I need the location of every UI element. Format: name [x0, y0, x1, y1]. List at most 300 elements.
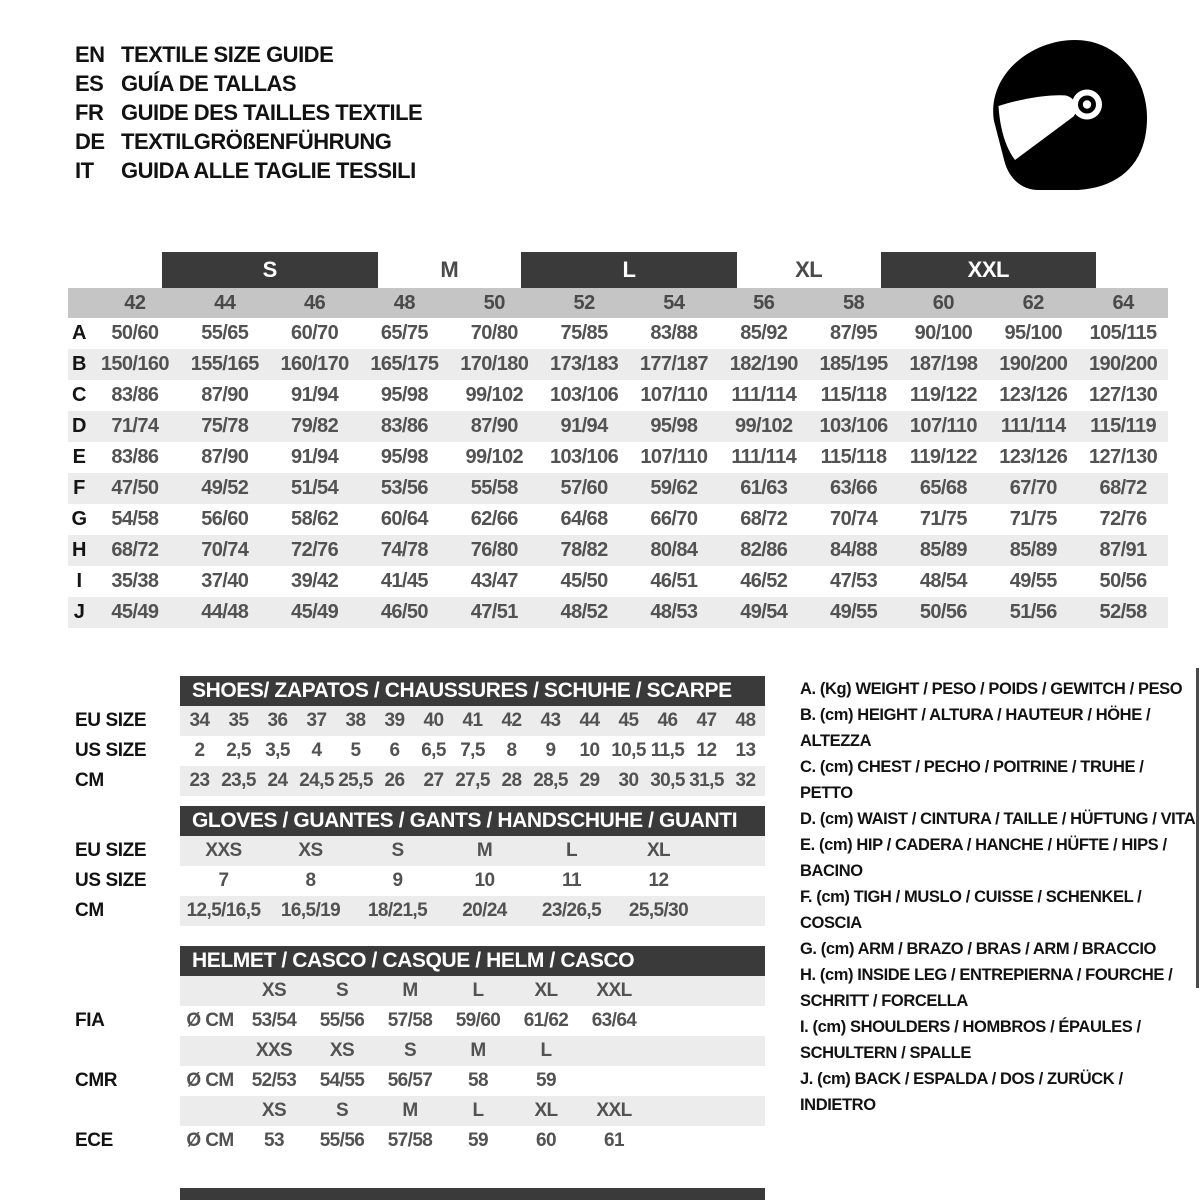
size-value: 37 — [306, 710, 327, 731]
measure-value: 103/106 — [819, 415, 888, 437]
size-value: 11,5 — [650, 740, 685, 761]
row-label-spacer — [68, 806, 180, 836]
size-value: 45 — [618, 710, 639, 731]
gloves-size-table — [68, 806, 765, 926]
measure-value: 173/183 — [550, 353, 619, 375]
measure-value: 83/86 — [111, 384, 159, 406]
helmet-size-value: 54/55 — [319, 1070, 365, 1091]
shoes-rows — [68, 706, 765, 796]
size-value: 28,5 — [533, 770, 568, 791]
size-value: 39 — [384, 710, 405, 731]
language-row — [75, 40, 422, 69]
size-row — [68, 706, 765, 736]
unit-spacer — [180, 1096, 240, 1126]
measure-value: 87/90 — [201, 446, 249, 468]
measure-value: 68/72 — [111, 539, 159, 561]
size-number-header: 42 — [124, 291, 146, 314]
measure-value: 70/74 — [201, 539, 249, 561]
size-row — [68, 836, 765, 866]
size-value: 12 — [696, 740, 717, 761]
helmet-size-value: 59/60 — [455, 1010, 501, 1031]
measure-value: 45/49 — [291, 601, 339, 623]
size-value: 10 — [474, 870, 495, 891]
language-code: IT — [75, 158, 94, 183]
helmet-size-value: 55/56 — [319, 1010, 365, 1031]
measure-value: 57/60 — [560, 477, 608, 499]
measure-value: 60/64 — [380, 508, 428, 530]
value-band — [180, 736, 765, 766]
measure-value: 46/51 — [650, 570, 698, 592]
measure-value: 43/47 — [470, 570, 518, 592]
size-value: 18/21,5 — [367, 900, 428, 921]
language-code: ES — [75, 71, 104, 96]
row-letter: H — [72, 539, 86, 561]
helmet-size-label: L — [540, 1040, 552, 1061]
measure-value: 71/74 — [111, 415, 159, 437]
helmet-size-label: XL — [534, 1100, 558, 1121]
size-value: 30,5 — [650, 770, 685, 791]
value-band — [180, 706, 765, 736]
measure-value: 44/48 — [201, 601, 249, 623]
measure-value: 95/98 — [380, 384, 428, 406]
measure-value: 190/200 — [1089, 353, 1158, 375]
measure-value: 150/160 — [100, 353, 169, 375]
shoes-table-title: SHOES/ ZAPATOS / CHAUSSURES / SCHUHE / SCARPE — [180, 676, 765, 706]
helmet-sizes-band — [180, 976, 765, 1006]
measure-value: 107/110 — [640, 446, 708, 468]
measure-value: 119/122 — [909, 384, 977, 406]
measure-value: 107/110 — [640, 384, 708, 406]
size-number-header: 44 — [214, 291, 236, 314]
helmet-size-value: 63/64 — [591, 1010, 637, 1031]
size-number-header: 64 — [1112, 291, 1134, 314]
helmet-size-label: XXL — [596, 980, 632, 1001]
size-number-header: 60 — [932, 291, 955, 314]
size-value: M — [476, 840, 493, 861]
letter-column-spacer — [68, 288, 90, 318]
size-value: 10 — [579, 740, 600, 761]
size-number-header: 54 — [663, 291, 685, 314]
measure-value: 123/126 — [999, 446, 1068, 468]
helmet-header-row — [68, 946, 765, 976]
measure-value: 75/85 — [560, 322, 608, 344]
helmet-sizes-row — [68, 976, 765, 1006]
size-row — [68, 766, 765, 796]
size-value: 46 — [657, 710, 678, 731]
measurement-rows — [68, 318, 1168, 628]
size-value: 24 — [267, 770, 288, 791]
legend-entry: I. (cm) SHOULDERS / HOMBROS / ÉPAULES / SCHULTERN / SPALLE — [800, 1018, 1141, 1062]
helmet-sizes-row — [68, 1036, 765, 1066]
size-value: 26 — [384, 770, 405, 791]
measure-value: 61/63 — [740, 477, 788, 499]
measure-value: 48/54 — [919, 570, 967, 592]
measure-value: 105/115 — [1089, 322, 1157, 344]
measure-value: 99/102 — [734, 415, 793, 437]
measure-row-B — [68, 349, 1168, 380]
measure-value: 182/190 — [729, 353, 798, 375]
row-letter: J — [73, 601, 85, 623]
size-number-header: 52 — [573, 291, 595, 314]
diameter-unit: Ø CM — [186, 1010, 234, 1031]
helmet-size-value: 59 — [536, 1070, 556, 1091]
value-band — [180, 896, 765, 926]
language-code: DE — [75, 129, 105, 154]
helmet-size-label: M — [402, 1100, 418, 1121]
measure-value: 49/55 — [830, 601, 878, 623]
measure-value: 79/82 — [291, 415, 339, 437]
measure-value: 80/84 — [650, 539, 698, 561]
helmet-size-value: 61 — [604, 1130, 624, 1151]
measure-value: 115/118 — [820, 446, 887, 468]
measure-row-A — [68, 318, 1168, 349]
size-value: 5 — [350, 740, 361, 761]
size-group-label: XL — [795, 257, 823, 282]
row-label: US SIZE — [75, 740, 147, 761]
measure-value: 47/50 — [111, 477, 159, 499]
measure-value: 123/126 — [999, 384, 1068, 406]
legend-entry: F. (cm) TIGH / MUSLO / CUISSE / SCHENKEL / COSCIA — [800, 888, 1142, 932]
measure-value: 78/82 — [560, 539, 608, 561]
page-edge-line — [1196, 668, 1199, 988]
measure-value: 85/89 — [1009, 539, 1057, 561]
measure-value: 111/114 — [731, 446, 797, 468]
measure-value: 71/75 — [1009, 508, 1057, 530]
helmet-size-label: M — [470, 1040, 486, 1061]
measure-value: 55/58 — [470, 477, 518, 499]
legend-entry: A. (Kg) WEIGHT / PESO / POIDS / GEWITCH / PESO — [800, 680, 1183, 698]
measure-value: 95/100 — [1004, 322, 1063, 344]
measure-value: 85/92 — [740, 322, 788, 344]
helmet-size-label: XS — [329, 1040, 355, 1061]
guide-title: TEXTILGRÖßENFÜHRUNG — [121, 129, 392, 154]
filler — [702, 836, 765, 866]
measure-value: 111/114 — [1000, 415, 1066, 437]
size-value: S — [391, 840, 404, 861]
shoes-size-table — [68, 676, 765, 796]
gloves-header-row — [68, 806, 765, 836]
size-value: 35 — [228, 710, 249, 731]
helmet-size-label: L — [472, 980, 484, 1001]
size-row — [68, 896, 765, 926]
size-number-header: 48 — [393, 291, 416, 314]
language-row — [75, 69, 422, 98]
size-row — [68, 736, 765, 766]
size-value: XS — [298, 840, 323, 861]
guide-title: GUIDA ALLE TAGLIE TESSILI — [121, 158, 416, 183]
size-value: 48 — [735, 710, 756, 731]
measure-value: 64/68 — [560, 508, 608, 530]
measure-value: 41/45 — [380, 570, 428, 592]
size-number-header: 56 — [753, 291, 775, 314]
filler — [702, 896, 765, 926]
gloves-table-title: GLOVES / GUANTES / GANTS / HANDSCHUHE / GUANTI — [180, 806, 765, 836]
measure-value: 119/122 — [909, 446, 977, 468]
measure-row-D — [68, 411, 1168, 442]
size-value: 3,5 — [265, 740, 290, 761]
measure-value: 165/175 — [370, 353, 439, 375]
measure-value: 170/180 — [460, 353, 529, 375]
size-value: 25,5/30 — [628, 900, 689, 921]
measure-value: 111/114 — [731, 384, 797, 406]
helmet-size-value: 53 — [264, 1130, 284, 1151]
measure-value: 99/102 — [465, 446, 524, 468]
helmet-size-label: S — [403, 1040, 417, 1061]
size-number-header: 50 — [483, 291, 505, 314]
measure-value: 83/86 — [111, 446, 159, 468]
language-row — [75, 127, 422, 156]
standard-label: FIA — [75, 1010, 105, 1031]
size-value: 2,5 — [226, 740, 251, 761]
language-row — [75, 98, 422, 127]
size-value: 34 — [189, 710, 210, 731]
row-label: CM — [75, 900, 104, 921]
legend-entry: C. (cm) CHEST / PECHO / POITRINE / TRUHE / PETTO — [800, 758, 1144, 802]
measure-value: 53/56 — [380, 477, 428, 499]
measure-value: 103/106 — [550, 446, 619, 468]
size-value: 32 — [735, 770, 756, 791]
size-value: 20/24 — [462, 900, 507, 921]
measure-value: 51/54 — [291, 477, 339, 499]
measure-value: 75/78 — [201, 415, 249, 437]
measure-value: 59/62 — [650, 477, 698, 499]
helmet-size-label: S — [335, 980, 349, 1001]
measure-row-I — [68, 566, 1168, 597]
value-band — [180, 836, 765, 866]
measure-value: 160/170 — [280, 353, 349, 375]
row-label-spacer — [68, 976, 180, 1006]
measure-value: 99/102 — [465, 384, 524, 406]
measure-value: 76/80 — [470, 539, 518, 561]
measure-value: 74/78 — [380, 539, 428, 561]
filler — [648, 1096, 765, 1126]
measure-value: 84/88 — [830, 539, 878, 561]
legend-entry: H. (cm) INSIDE LEG / ENTREPIERNA / FOURCHE / SCHRITT / FORCELLA — [800, 966, 1173, 1010]
size-value: 8 — [506, 740, 517, 761]
measure-value: 49/55 — [1009, 570, 1057, 592]
measure-value: 72/76 — [291, 539, 339, 561]
measurement-legend — [800, 676, 1196, 1118]
unit-spacer — [180, 976, 240, 1006]
size-group-label: S — [162, 252, 378, 288]
helmet-size-value: 56/57 — [387, 1070, 433, 1091]
size-row — [68, 866, 765, 896]
filler — [648, 1036, 765, 1066]
measure-row-G — [68, 504, 1168, 535]
helmet-values-row — [68, 1066, 765, 1096]
measure-value: 49/54 — [740, 601, 788, 623]
guide-title: TEXTILE SIZE GUIDE — [121, 42, 334, 67]
size-value: 38 — [345, 710, 366, 731]
legend-entry: D. (cm) WAIST / CINTURA / TAILLE / HÜFTUNG / VITA — [800, 810, 1196, 828]
measure-value: 46/50 — [380, 601, 428, 623]
value-band — [180, 866, 765, 896]
measure-row-E — [68, 442, 1168, 473]
size-value: 30 — [618, 770, 639, 791]
measure-value: 65/75 — [380, 322, 428, 344]
helmet-size-value: 53/54 — [251, 1010, 297, 1031]
measure-value: 62/66 — [470, 508, 518, 530]
measure-value: 83/86 — [380, 415, 428, 437]
measure-value: 95/98 — [380, 446, 428, 468]
size-value: 24,5 — [299, 770, 334, 791]
measure-value: 187/198 — [909, 353, 978, 375]
cropped-next-table-band — [180, 1188, 765, 1200]
size-value: 12 — [648, 870, 669, 891]
diameter-unit: Ø CM — [186, 1130, 234, 1151]
size-value: 27,5 — [455, 770, 490, 791]
helmet-size-label — [580, 1036, 648, 1066]
language-title-list — [75, 40, 422, 185]
helmet-size-label: M — [402, 980, 418, 1001]
row-letter: D — [72, 415, 86, 437]
row-label: US SIZE — [75, 870, 147, 891]
measure-value: 87/90 — [201, 384, 249, 406]
filler — [702, 866, 765, 896]
measure-value: 87/90 — [470, 415, 518, 437]
size-value: 40 — [423, 710, 444, 731]
size-value: 2 — [194, 740, 205, 761]
measure-value: 48/53 — [650, 601, 698, 623]
measure-value: 91/94 — [560, 415, 608, 437]
measure-value: 58/62 — [291, 508, 339, 530]
measure-value: 91/94 — [291, 384, 339, 406]
helmet-sizes-band — [180, 1096, 765, 1126]
helmet-icon — [978, 28, 1160, 208]
row-letter: A — [72, 322, 86, 344]
measure-value: 85/89 — [919, 539, 967, 561]
size-value: 10,5 — [611, 740, 646, 761]
helmet-values-band — [180, 1006, 765, 1036]
size-number-header: 62 — [1022, 291, 1044, 314]
legend-entry: G. (cm) ARM / BRAZO / BRAS / ARM / BRACCIO — [800, 940, 1156, 958]
measure-value: 177/187 — [639, 353, 708, 375]
legend-entry: J. (cm) BACK / ESPALDA / DOS / ZURÜCK / INDIETRO — [800, 1070, 1123, 1114]
size-value: 13 — [735, 740, 756, 761]
helmet-size-value: 58 — [468, 1070, 488, 1091]
measure-value: 83/88 — [650, 322, 698, 344]
measure-row-F — [68, 473, 1168, 504]
size-group-label: M — [440, 257, 459, 282]
measure-value: 37/40 — [201, 570, 249, 592]
size-value: 47 — [696, 710, 717, 731]
textile-measurements-table — [68, 252, 1168, 628]
size-value: 31,5 — [689, 770, 724, 791]
helmet-size-value: 59 — [468, 1130, 488, 1151]
helmet-table-title: HELMET / CASCO / CASQUE / HELM / CASCO — [180, 946, 765, 976]
measure-value: 48/52 — [560, 601, 608, 623]
row-label-spacer — [68, 1036, 180, 1066]
measure-value: 63/66 — [830, 477, 878, 499]
size-value: 6,5 — [421, 740, 446, 761]
helmet-values-band — [180, 1126, 765, 1156]
measure-value: 185/195 — [819, 353, 888, 375]
measure-value: 67/70 — [1009, 477, 1057, 499]
language-code: EN — [75, 42, 105, 67]
measure-value: 49/52 — [201, 477, 249, 499]
standard-label: CMR — [75, 1070, 118, 1091]
measure-value: 91/94 — [291, 446, 339, 468]
measure-value: 50/56 — [1099, 570, 1147, 592]
size-value: L — [565, 840, 577, 861]
size-value: 23 — [189, 770, 210, 791]
helmet-values-band — [180, 1066, 765, 1096]
measure-value: 70/74 — [830, 508, 878, 530]
row-label: CM — [75, 770, 104, 791]
size-number-row — [68, 288, 1168, 318]
measure-value: 39/42 — [291, 570, 339, 592]
value-band — [180, 766, 765, 796]
legend-entry: E. (cm) HIP / CADERA / HANCHE / HÜFTE / HIPS / BACINO — [800, 836, 1167, 880]
measure-value: 65/68 — [919, 477, 967, 499]
measure-value: 95/98 — [650, 415, 698, 437]
size-value: XL — [646, 840, 671, 861]
filler — [648, 1126, 765, 1156]
measure-value: 50/56 — [919, 601, 967, 623]
measure-value: 60/70 — [291, 322, 339, 344]
row-label: EU SIZE — [75, 840, 147, 861]
size-group-header-row — [68, 252, 1168, 288]
legend-entry: B. (cm) HEIGHT / ALTURA / HAUTEUR / HÖHE / ALTEZZA — [800, 706, 1151, 750]
helmet-values-row — [68, 1126, 765, 1156]
size-value: 29 — [579, 770, 600, 791]
measure-value: 70/80 — [470, 322, 518, 344]
measure-value: 103/106 — [550, 384, 619, 406]
row-letter: I — [76, 570, 82, 592]
measure-value: 107/110 — [909, 415, 977, 437]
measure-value: 51/56 — [1009, 601, 1057, 623]
row-label-spacer — [68, 1096, 180, 1126]
measure-value: 72/76 — [1099, 508, 1147, 530]
measure-value: 190/200 — [999, 353, 1068, 375]
helmet-size-value: 57/58 — [387, 1010, 433, 1031]
measure-row-H — [68, 535, 1168, 566]
helmet-values-row — [68, 1006, 765, 1036]
language-code: FR — [75, 100, 104, 125]
helmet-size-value: 60 — [536, 1130, 556, 1151]
guide-title: GUÍA DE TALLAS — [121, 71, 297, 96]
size-value: 23,5 — [221, 770, 256, 791]
measure-value: 47/51 — [470, 601, 518, 623]
helmet-size-label: XXL — [596, 1100, 632, 1121]
measure-value: 155/165 — [190, 353, 259, 375]
size-value: 28 — [501, 770, 522, 791]
row-letter: G — [71, 508, 87, 530]
row-letter: B — [72, 353, 86, 375]
size-value: 9 — [545, 740, 556, 761]
size-number-header: 46 — [303, 291, 326, 314]
size-value: 7,5 — [460, 740, 485, 761]
measure-value: 87/91 — [1099, 539, 1147, 561]
helmet-size-value: 55/56 — [319, 1130, 365, 1151]
row-letter: F — [73, 477, 85, 499]
measure-value: 127/130 — [1089, 384, 1158, 406]
measure-value: 35/38 — [111, 570, 159, 592]
size-value: 8 — [305, 870, 316, 891]
shoes-header-row — [68, 676, 765, 706]
measure-value: 115/118 — [820, 384, 887, 406]
standard-label: ECE — [75, 1130, 113, 1151]
size-value: 6 — [389, 740, 400, 761]
helmet-size-value: 61/62 — [523, 1010, 569, 1031]
measure-value: 56/60 — [201, 508, 249, 530]
language-row — [75, 156, 422, 185]
filler — [648, 976, 765, 1006]
measure-value: 45/50 — [560, 570, 608, 592]
measure-row-C — [68, 380, 1168, 411]
helmet-rows — [68, 976, 765, 1156]
helmet-sizes-row — [68, 1096, 765, 1126]
